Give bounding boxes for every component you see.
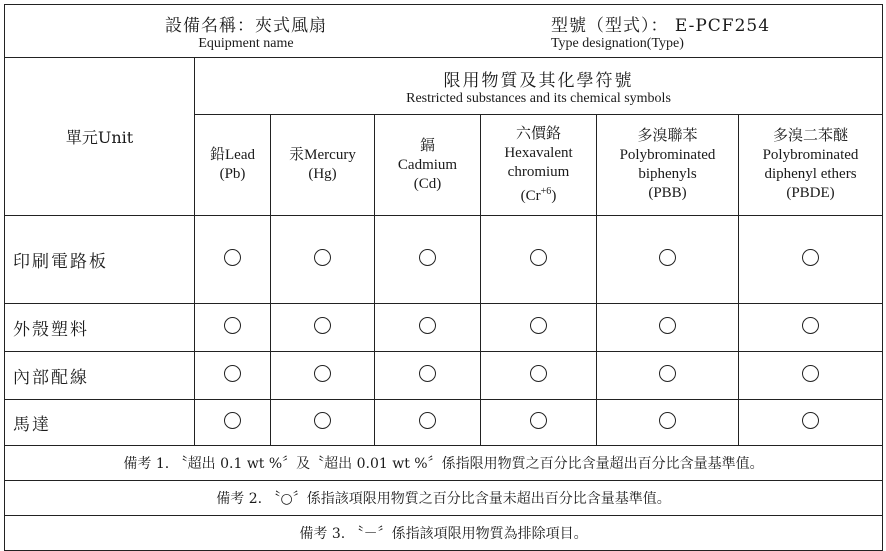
restricted-title-cell [195,58,883,115]
equipment-name-zh: 設備名稱：夾式風扇 [164,15,327,36]
restricted-title-zh: 限用物質及其化學符號 [443,70,634,91]
not-exceed-circle-icon [659,249,676,266]
header-row [5,5,883,58]
note-row [5,481,883,516]
not-exceed-circle-icon [802,317,819,334]
not-exceed-circle-icon [314,317,331,334]
not-exceed-circle-icon [530,365,547,382]
type-value: E-PCF254 [674,15,771,36]
row-label: 馬達 [5,400,195,446]
not-exceed-circle-icon [659,412,676,429]
not-exceed-circle-icon [224,412,241,429]
not-exceed-circle-icon [224,249,241,266]
not-exceed-circle-icon [802,365,819,382]
row-label: 內部配線 [5,352,195,400]
unit-header-cell: 單元Unit [5,58,195,216]
not-exceed-circle-icon [419,317,436,334]
note-3: 備考 3. 〝－〞係指該項限用物質為排除項目。 [5,516,883,551]
rohs-table [4,4,883,551]
substance-pbb: 多溴聯苯 Polybrominated biphenyls (PBB) [597,115,739,216]
not-exceed-circle-icon [659,365,676,382]
not-exceed-circle-icon [802,249,819,266]
row-label: 外殼塑料 [5,304,195,352]
not-exceed-circle-icon [314,412,331,429]
not-exceed-circle-icon [530,412,547,429]
not-exceed-circle-icon [224,365,241,382]
substance-cadmium: 鎘 Cadmium (Cd) [375,115,481,216]
not-exceed-circle-icon [314,365,331,382]
not-exceed-circle-icon [314,249,331,266]
not-exceed-circle-icon [419,412,436,429]
not-exceed-circle-icon [659,317,676,334]
header-cell [5,5,883,58]
table-row [5,216,883,304]
not-exceed-circle-icon [530,317,547,334]
note-row [5,446,883,481]
type-label-en: Type designation(Type) [550,35,684,51]
equipment-name-en: Equipment name [198,35,294,51]
type-label-zh: 型號（型式）： [550,15,669,36]
equipment-name-block [165,11,327,52]
table-row [5,352,883,400]
not-exceed-circle-icon [802,412,819,429]
restricted-title-en: Restricted substances and its chemical symbols [406,90,671,106]
note-1: 備考 1. 〝超出 0.1 wt %〞及〝超出 0.01 wt %〞係指限用物質之百分比含量超出百分比含量基準值。 [5,446,883,481]
not-exceed-circle-icon [530,249,547,266]
substance-pbde: 多溴二苯醚 Polybrominated diphenyl ethers (PBDE) [739,115,883,216]
row-label: 印刷電路板 [5,216,195,304]
type-designation-block [551,11,770,52]
table-row [5,304,883,352]
not-exceed-circle-icon [224,317,241,334]
substance-lead: 鉛Lead (Pb) [195,115,271,216]
table-row [5,400,883,446]
note-row [5,516,883,551]
not-exceed-circle-icon [419,249,436,266]
substance-mercury: 汞Mercury (Hg) [271,115,375,216]
substance-hexavalent-chromium: 六價鉻 Hexavalent chromium $(Cr^{+6})$ [481,115,597,216]
not-exceed-circle-icon [419,365,436,382]
note-2: 備考 2. 〝○〞係指該項限用物質之百分比含量未超出百分比含量基準值。 [5,481,883,516]
restricted-title-row [5,58,883,115]
